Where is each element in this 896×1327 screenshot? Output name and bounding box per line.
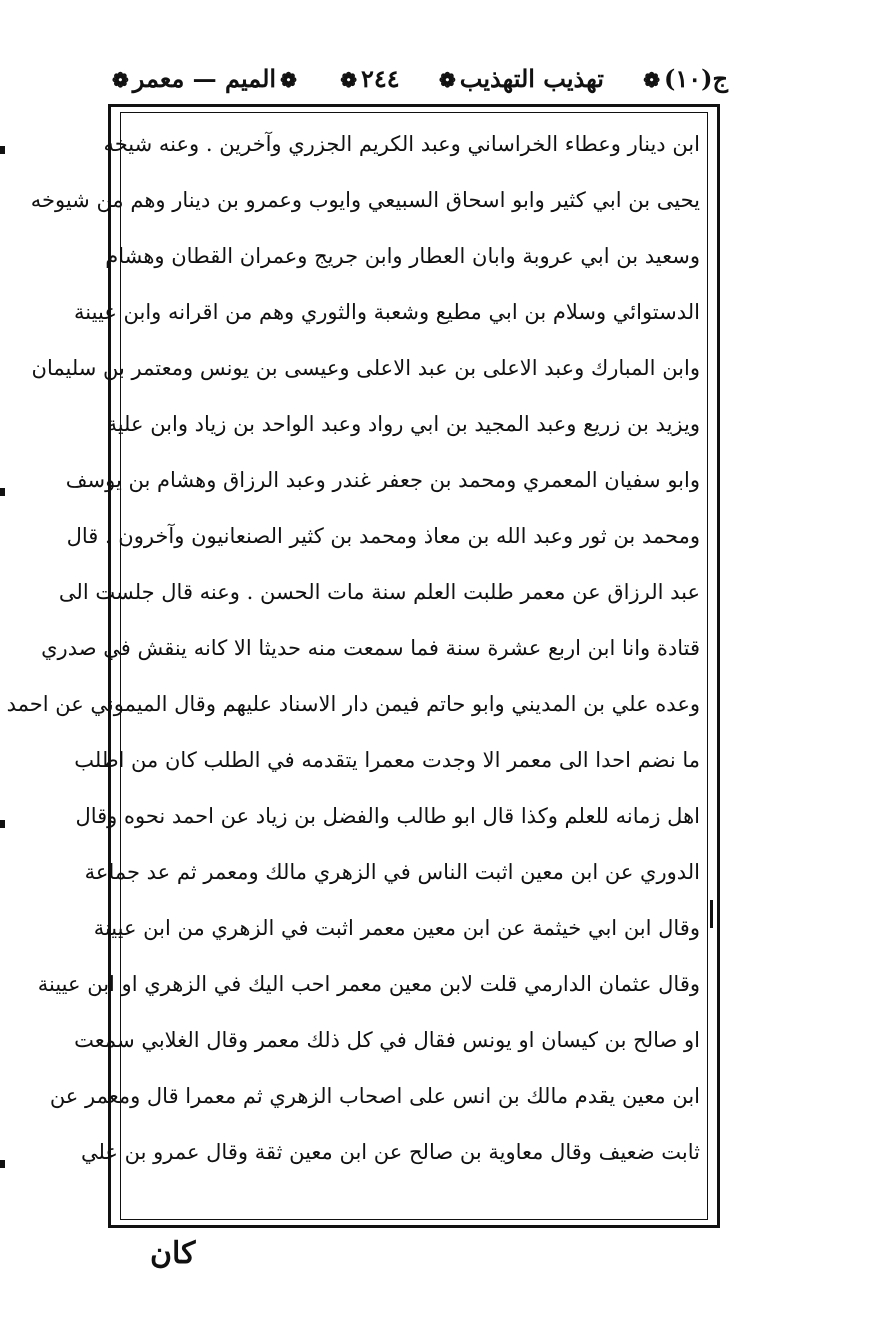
ornament-icon: ❁ xyxy=(112,67,129,92)
text-line: قتادة وانا ابن اربع عشرة سنة فما سمعت منه حديثا الا كانه ينقش في صدري xyxy=(41,636,700,660)
header-volume: ج(١٠)❁ xyxy=(643,63,728,93)
text-line: وسعيد بن ابي عروبة وابان العطار وابن جريج وعمران القطان وهشام xyxy=(105,244,700,268)
margin-mark xyxy=(0,146,5,154)
ornament-icon: ❁ xyxy=(340,67,357,92)
text-line: ابن معين يقدم مالك بن انس على اصحاب الزهري ثم معمرا قال ومعمر عن xyxy=(49,1084,700,1108)
catchword: كان xyxy=(150,1236,196,1271)
text-line: وابو سفيان المعمري ومحمد بن جعفر غندر وعبد الرزاق وهشام بن يوسف xyxy=(65,468,700,492)
ornament-icon: ❁ xyxy=(643,67,660,92)
text-line: الدستوائي وسلام بن ابي مطيع وشعبة والثوري وهم من اقرانه وابن عيينة xyxy=(74,300,700,324)
running-header xyxy=(108,56,728,100)
header-section: ❁الميم — معمر❁ xyxy=(112,63,297,93)
text-line: او صالح بن كيسان او يونس فقال في كل ذلك معمر وقال الغلابي سمعت xyxy=(74,1028,700,1052)
text-line: اهل زمانه للعلم وكذا قال ابو طالب والفضل بن زياد عن احمد نحوه وقال xyxy=(75,804,700,828)
body-text xyxy=(6,118,700,1218)
ornament-icon: ❁ xyxy=(280,67,297,92)
text-line: ما نضم احدا الى معمر الا وجدت معمرا يتقدمه في الطلب كان من اطلب xyxy=(74,748,700,772)
text-line: ويزيد بن زريع وعبد المجيد بن ابي رواد وعبد الواحد بن زياد وابن علية xyxy=(106,412,700,436)
text-line: وقال ابن ابي خيثمة عن ابن معين معمر اثبت في الزهري من ابن عيينة xyxy=(93,916,700,940)
text-line: ابن دينار وعطاء الخراساني وعبد الكريم الجزري وآخرين . وعنه شيخه xyxy=(103,132,700,156)
text-line: ثابت ضعيف وقال معاوية بن صالح عن ابن معين ثقة وقال عمرو بن علي xyxy=(80,1140,700,1164)
text-line: وابن المبارك وعبد الاعلى بن عبد الاعلى وعيسى بن يونس ومعتمر بن سليمان xyxy=(31,356,700,380)
text-line: عبد الرزاق عن معمر طلبت العلم سنة مات الحسن . وعنه قال جلست الى xyxy=(58,580,700,604)
text-line: يحيى بن ابي كثير وابو اسحاق السبيعي وايوب وعمرو بن دينار وهم من شيوخه xyxy=(30,188,700,212)
text-line: وقال عثمان الدارمي قلت لابن معين معمر احب اليك في الزهري او ابن عيينة xyxy=(37,972,700,996)
text-line: وعده علي بن المديني وابو حاتم فيمن دار الاسناد عليهم وقال الميموني عن احمد xyxy=(6,692,700,716)
margin-mark xyxy=(0,820,5,828)
header-page-number: ٢٤٤❁ xyxy=(340,63,400,93)
ornament-icon: ❁ xyxy=(439,67,456,92)
header-book-title: تهذيب التهذيب❁ xyxy=(439,63,604,93)
text-line: ومحمد بن ثور وعبد الله بن معاذ ومحمد بن كثير الصنعانيون وآخرون . قال xyxy=(66,524,700,548)
margin-mark xyxy=(0,488,5,496)
frame-mark xyxy=(710,900,713,928)
text-line: الدوري عن ابن معين اثبت الناس في الزهري مالك ومعمر ثم عد جماعة xyxy=(84,860,700,884)
margin-mark xyxy=(0,1160,5,1168)
